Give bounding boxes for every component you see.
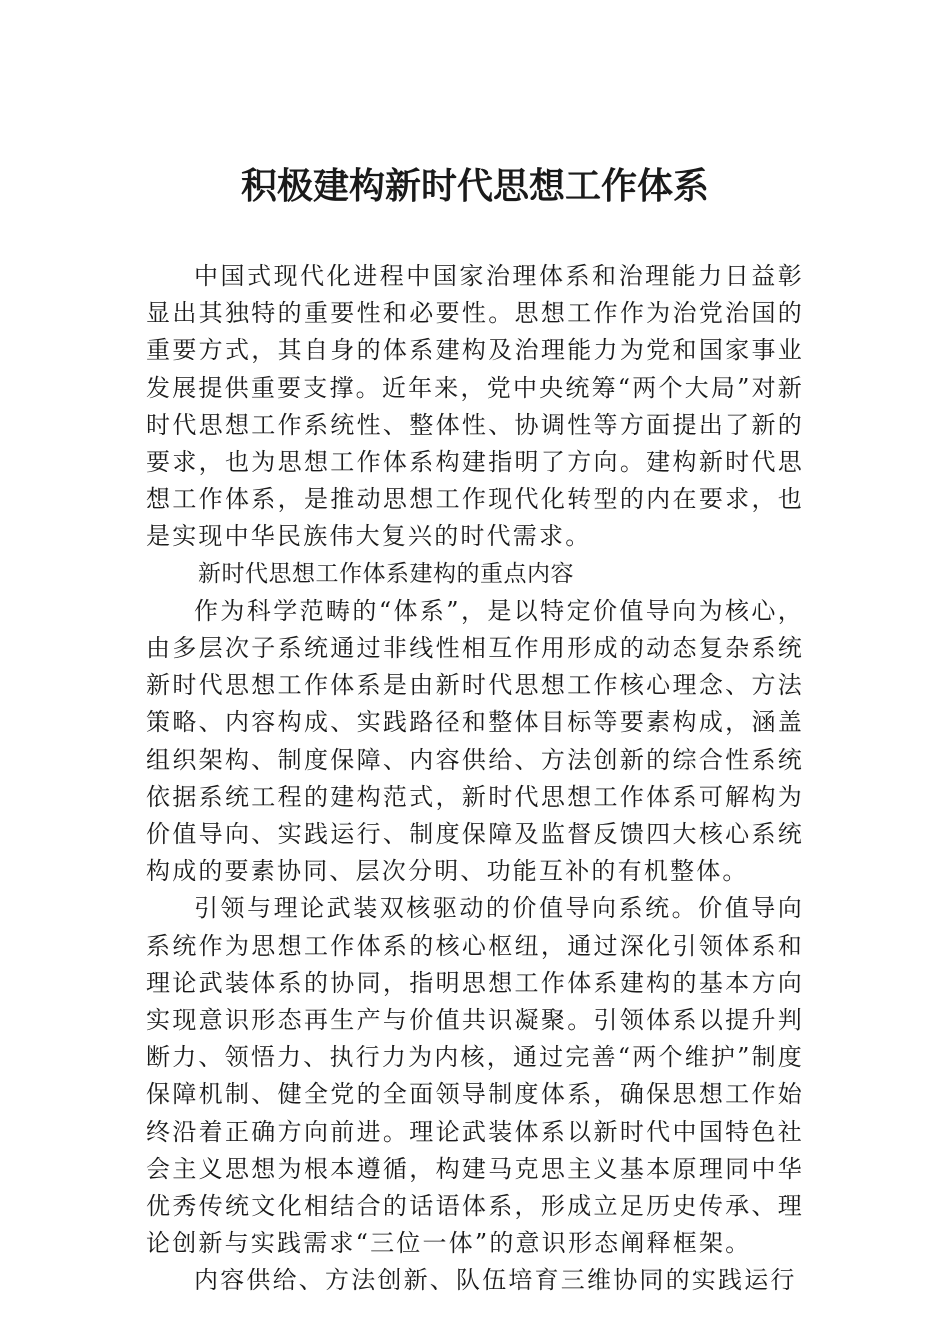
document-body	[146, 258, 804, 1300]
paragraph-practice-operation: 内容供给、方法创新、队伍培育三维协同的实践运行	[194, 1266, 797, 1295]
paragraph-value-orientation: 引领与理论武装双核驱动的价值导向系统。价值导向系统作为思想工作体系的核心枢纽，通过深化引领体系和理论武装体系的协同，指明思想工作体系建构的基本方向实现意识形态再生产与价值共识凝聚。引领体系以提升判断力、领悟力、执行力为内核，通过完善“两个维护”制度保障机制、健全党的全面领导制度体系，确保思想工作始终沿着正确方向前进。理论武装体系以新时代中国特色社会主义思想为根本遵循，构建马克思主义基本原理同中华优秀传统文化相结合的话语体系，形成立足历史传承、理论创新与实践需求“三位一体”的意识形态阐释框架。	[146, 894, 804, 1258]
paragraph-system-definition: 作为科学范畴的“体系”，是以特定价值导向为核心，由多层次子系统通过非线性相互作用形成的动态复杂系统新时代思想工作体系是由新时代思想工作核心理念、方法策略、内容构成、实践路径和整体目标等要素构成，涵盖组织架构、制度保障、内容供给、方法创新的综合性系统依据系统工程的建构范式，新时代思想工作体系可解构为价值导向、实践运行、制度保障及监督反馈四大核心系统构成的要素协同、层次分明、功能互补的有机整体。	[146, 596, 804, 886]
document-title: 积极建构新时代思想工作体系	[240, 165, 709, 207]
section-heading: 新时代思想工作体系建构的重点内容	[198, 560, 574, 587]
paragraph-intro: 中国式现代化进程中国家治理体系和治理能力日益彰显出其独特的重要性和必要性。思想工作作为治党治国的重要方式，其自身的体系建构及治理能力为党和国家事业发展提供重要支撑。近年来，党中央统筹“两个大局”对新时代思想工作系统性、整体性、协调性等方面提出了新的要求，也为思想工作体系构建指明了方向。建构新时代思想工作体系，是推动思想工作现代化转型的内在要求，也是实现中华民族伟大复兴的时代需求。	[146, 262, 804, 551]
